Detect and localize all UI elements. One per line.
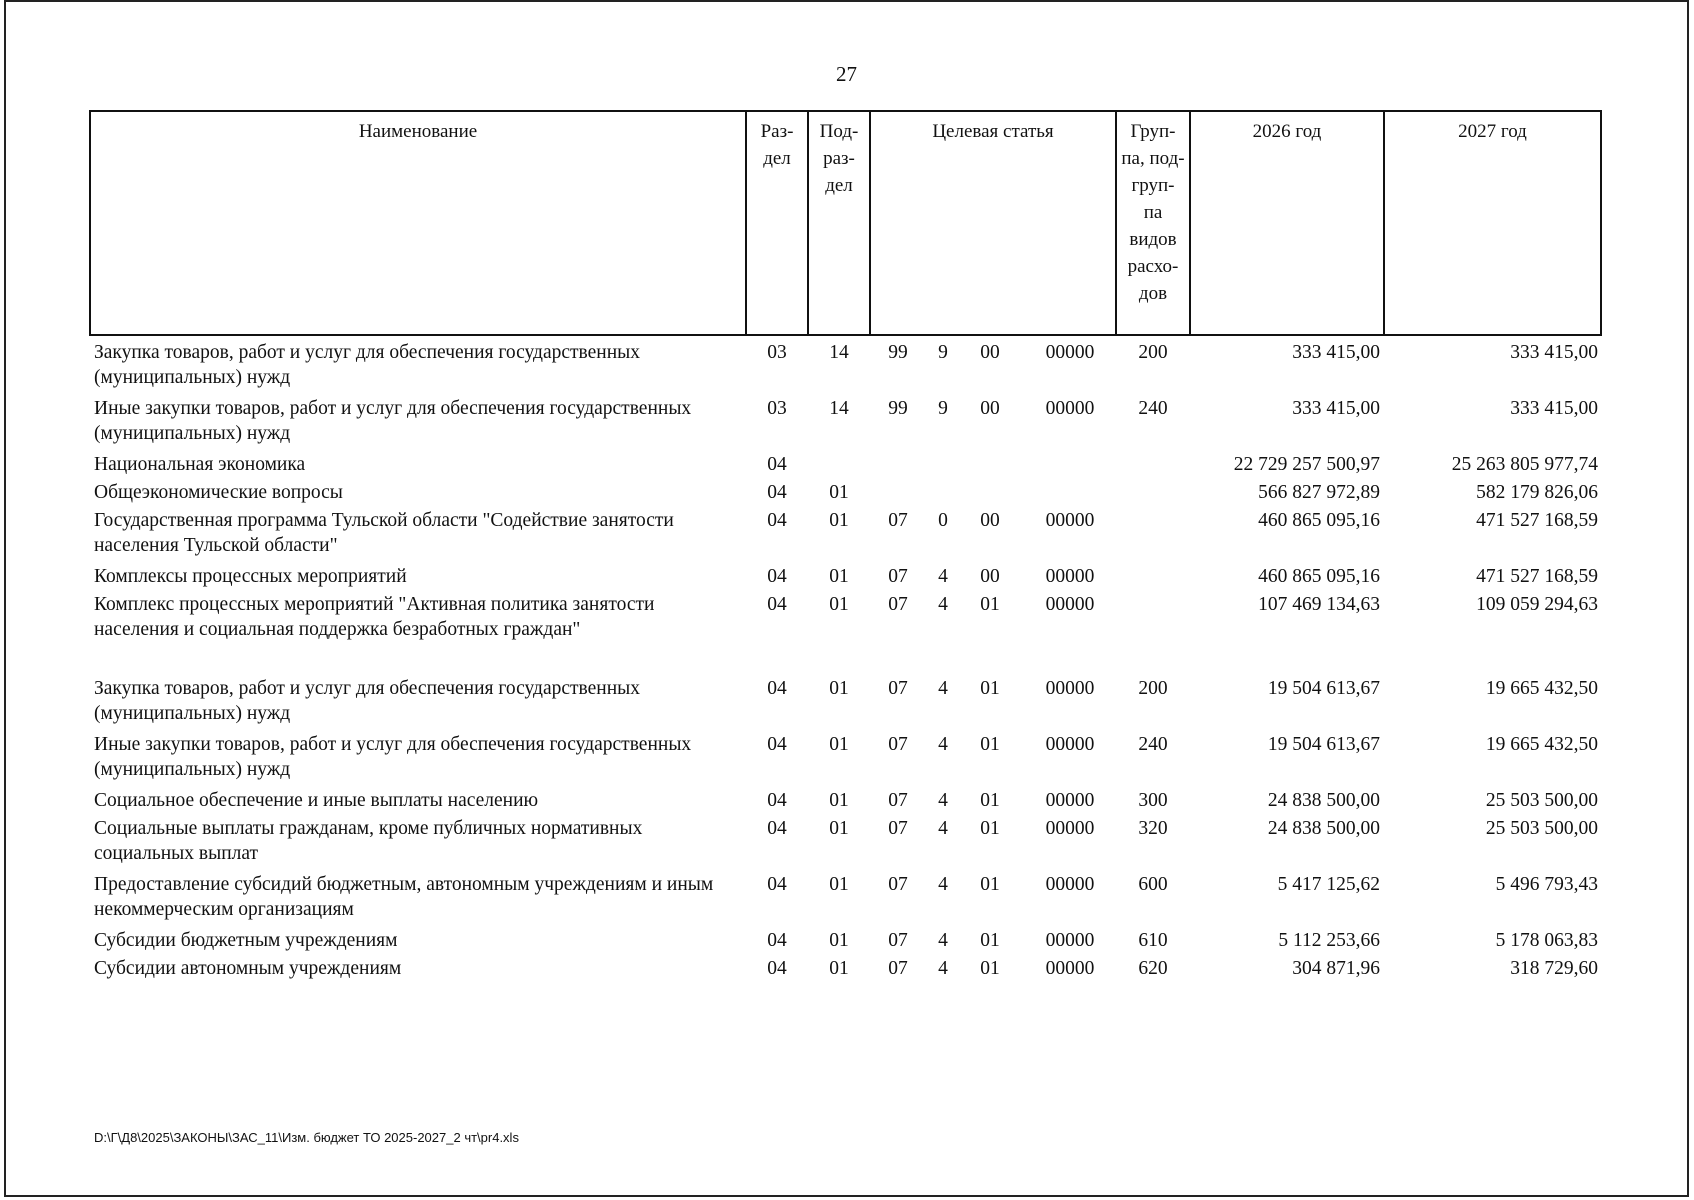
cell-c1: 07 — [888, 594, 908, 615]
cell-rz: 04 — [767, 930, 787, 951]
cell-vr: 240 — [1138, 398, 1168, 419]
cell-rz: 03 — [767, 398, 787, 419]
cell-rz: 03 — [767, 342, 787, 363]
cell-c3: 01 — [980, 594, 1000, 615]
cell-c4: 00000 — [1045, 874, 1095, 895]
cell-c2: 4 — [938, 734, 948, 755]
cell-y2027: 19 665 432,50 — [1485, 734, 1598, 755]
cell-name: Национальная экономика — [94, 454, 306, 475]
cell-name: Комплексы процессных мероприятий — [94, 566, 407, 587]
cell-y2026: 24 838 500,00 — [1267, 790, 1380, 811]
cell-rz: 04 — [767, 678, 787, 699]
cell-name: Социальные выплаты гражданам, кроме публичных нормативных социальных выплат — [94, 818, 643, 864]
cell-rz: 04 — [767, 566, 787, 587]
cell-name: Предоставление субсидий бюджетным, автономным учреждениям и иным некоммерческим организациям — [94, 874, 714, 920]
cell-c1: 99 — [888, 342, 908, 363]
cell-vr: 200 — [1138, 678, 1168, 699]
cell-c4: 00000 — [1045, 930, 1095, 951]
cell-y2027: 582 179 826,06 — [1476, 482, 1598, 503]
cell-pr: 01 — [829, 566, 849, 587]
cell-c2: 4 — [938, 594, 948, 615]
cell-rz: 04 — [767, 874, 787, 895]
cell-pr: 01 — [829, 874, 849, 895]
cell-rz: 04 — [767, 454, 787, 475]
cell-y2026: 5 417 125,62 — [1277, 874, 1380, 895]
cell-c2: 9 — [938, 398, 948, 419]
cell-y2027: 25 503 500,00 — [1485, 790, 1598, 811]
cell-vr: 200 — [1138, 342, 1168, 363]
cell-c3: 01 — [980, 734, 1000, 755]
header-razdel: Раз- дел — [745, 110, 809, 336]
cell-vr: 300 — [1138, 790, 1168, 811]
cell-pr: 01 — [829, 678, 849, 699]
cell-c1: 07 — [888, 734, 908, 755]
cell-rz: 04 — [767, 958, 787, 979]
cell-c2: 0 — [938, 510, 948, 531]
cell-c4: 00000 — [1045, 342, 1095, 363]
cell-pr: 01 — [829, 790, 849, 811]
cell-c4: 00000 — [1045, 958, 1095, 979]
cell-y2027: 25 263 805 977,74 — [1451, 454, 1598, 475]
cell-y2026: 333 415,00 — [1292, 398, 1380, 419]
cell-c1: 07 — [888, 566, 908, 587]
cell-vr: 600 — [1138, 874, 1168, 895]
cell-c1: 07 — [888, 930, 908, 951]
cell-y2026: 460 865 095,16 — [1258, 566, 1380, 587]
cell-name: Общеэкономические вопросы — [94, 482, 343, 503]
header-name: Наименование — [89, 110, 747, 336]
cell-c3: 01 — [980, 790, 1000, 811]
cell-c4: 00000 — [1045, 566, 1095, 587]
header-celevaya: Целевая статья — [869, 110, 1117, 336]
cell-y2027: 471 527 168,59 — [1476, 510, 1598, 531]
cell-c2: 4 — [938, 790, 948, 811]
cell-pr: 14 — [829, 342, 849, 363]
cell-pr: 01 — [829, 930, 849, 951]
cell-c1: 07 — [888, 790, 908, 811]
cell-y2026: 24 838 500,00 — [1267, 818, 1380, 839]
cell-y2027: 19 665 432,50 — [1485, 678, 1598, 699]
cell-y2027: 333 415,00 — [1510, 398, 1598, 419]
cell-y2026: 304 871,96 — [1292, 958, 1380, 979]
cell-pr: 01 — [829, 482, 849, 503]
cell-c3: 00 — [980, 342, 1000, 363]
cell-name: Закупка товаров, работ и услуг для обеспечения государственных (муниципальных) нужд — [94, 342, 641, 388]
cell-name: Комплекс процессных мероприятий "Активная политика занятости населения и социальная поддержка безработных граждан" — [94, 594, 655, 640]
cell-rz: 04 — [767, 510, 787, 531]
cell-rz: 04 — [767, 482, 787, 503]
cell-rz: 04 — [767, 790, 787, 811]
cell-c4: 00000 — [1045, 734, 1095, 755]
cell-pr: 01 — [829, 818, 849, 839]
cell-pr: 01 — [829, 510, 849, 531]
cell-pr: 14 — [829, 398, 849, 419]
cell-c1: 99 — [888, 398, 908, 419]
header-y2027: 2027 год — [1383, 110, 1602, 336]
cell-vr: 320 — [1138, 818, 1168, 839]
cell-vr: 610 — [1138, 930, 1168, 951]
cell-c2: 4 — [938, 818, 948, 839]
cell-c1: 07 — [888, 958, 908, 979]
cell-vr: 620 — [1138, 958, 1168, 979]
cell-y2026: 107 469 134,63 — [1258, 594, 1380, 615]
cell-c4: 00000 — [1045, 398, 1095, 419]
cell-c4: 00000 — [1045, 790, 1095, 811]
cell-name: Социальное обеспечение и иные выплаты населению — [94, 790, 539, 811]
cell-name: Субсидии бюджетным учреждениям — [94, 930, 398, 951]
cell-c3: 01 — [980, 678, 1000, 699]
cell-y2026: 19 504 613,67 — [1267, 734, 1380, 755]
cell-c3: 00 — [980, 510, 1000, 531]
header-gruppa: Груп- па, под- груп- па видов расхо- дов — [1115, 110, 1191, 336]
cell-y2027: 318 729,60 — [1510, 958, 1598, 979]
cell-y2026: 333 415,00 — [1292, 342, 1380, 363]
cell-name: Государственная программа Тульской области "Содействие занятости населения Тульской области" — [94, 510, 674, 556]
header-y2026: 2026 год — [1189, 110, 1385, 336]
cell-c4: 00000 — [1045, 510, 1095, 531]
cell-c3: 00 — [980, 566, 1000, 587]
cell-y2026: 19 504 613,67 — [1267, 678, 1380, 699]
cell-rz: 04 — [767, 818, 787, 839]
cell-name: Иные закупки товаров, работ и услуг для обеспечения государственных (муниципальных) нужд — [94, 398, 692, 444]
cell-c2: 4 — [938, 958, 948, 979]
file-path-footer: D:\Г\Д8\2025\ЗАКОНЫ\ЗАС_11\Изм. бюджет ТО 2025-2027_2 чт\pr4.xls — [94, 1130, 519, 1145]
cell-rz: 04 — [767, 594, 787, 615]
cell-c2: 4 — [938, 930, 948, 951]
cell-y2027: 5 496 793,43 — [1495, 874, 1598, 895]
cell-c3: 01 — [980, 930, 1000, 951]
cell-pr: 01 — [829, 594, 849, 615]
cell-c2: 4 — [938, 566, 948, 587]
cell-y2027: 25 503 500,00 — [1485, 818, 1598, 839]
cell-y2027: 471 527 168,59 — [1476, 566, 1598, 587]
cell-c1: 07 — [888, 678, 908, 699]
cell-y2026: 5 112 253,66 — [1278, 930, 1380, 951]
cell-c3: 00 — [980, 398, 1000, 419]
cell-c4: 00000 — [1045, 594, 1095, 615]
cell-y2027: 333 415,00 — [1510, 342, 1598, 363]
cell-y2026: 22 729 257 500,97 — [1233, 454, 1380, 475]
cell-y2026: 460 865 095,16 — [1258, 510, 1380, 531]
cell-y2027: 5 178 063,83 — [1495, 930, 1598, 951]
cell-name: Субсидии автономным учреждениям — [94, 958, 402, 979]
cell-c4: 00000 — [1045, 818, 1095, 839]
cell-y2027: 109 059 294,63 — [1476, 594, 1598, 615]
cell-name: Иные закупки товаров, работ и услуг для обеспечения государственных (муниципальных) нужд — [94, 734, 692, 780]
cell-vr: 240 — [1138, 734, 1168, 755]
cell-pr: 01 — [829, 734, 849, 755]
cell-pr: 01 — [829, 958, 849, 979]
cell-name: Закупка товаров, работ и услуг для обеспечения государственных (муниципальных) нужд — [94, 678, 641, 724]
cell-rz: 04 — [767, 734, 787, 755]
cell-c3: 01 — [980, 818, 1000, 839]
cell-c1: 07 — [888, 510, 908, 531]
cell-c2: 9 — [938, 342, 948, 363]
cell-c3: 01 — [980, 958, 1000, 979]
page-number: 27 — [836, 62, 857, 86]
cell-c3: 01 — [980, 874, 1000, 895]
cell-c1: 07 — [888, 874, 908, 895]
cell-c2: 4 — [938, 678, 948, 699]
header-podrazdel: Под- раз- дел — [807, 110, 871, 336]
cell-c1: 07 — [888, 818, 908, 839]
cell-c4: 00000 — [1045, 678, 1095, 699]
cell-y2026: 566 827 972,89 — [1258, 482, 1380, 503]
cell-c2: 4 — [938, 874, 948, 895]
